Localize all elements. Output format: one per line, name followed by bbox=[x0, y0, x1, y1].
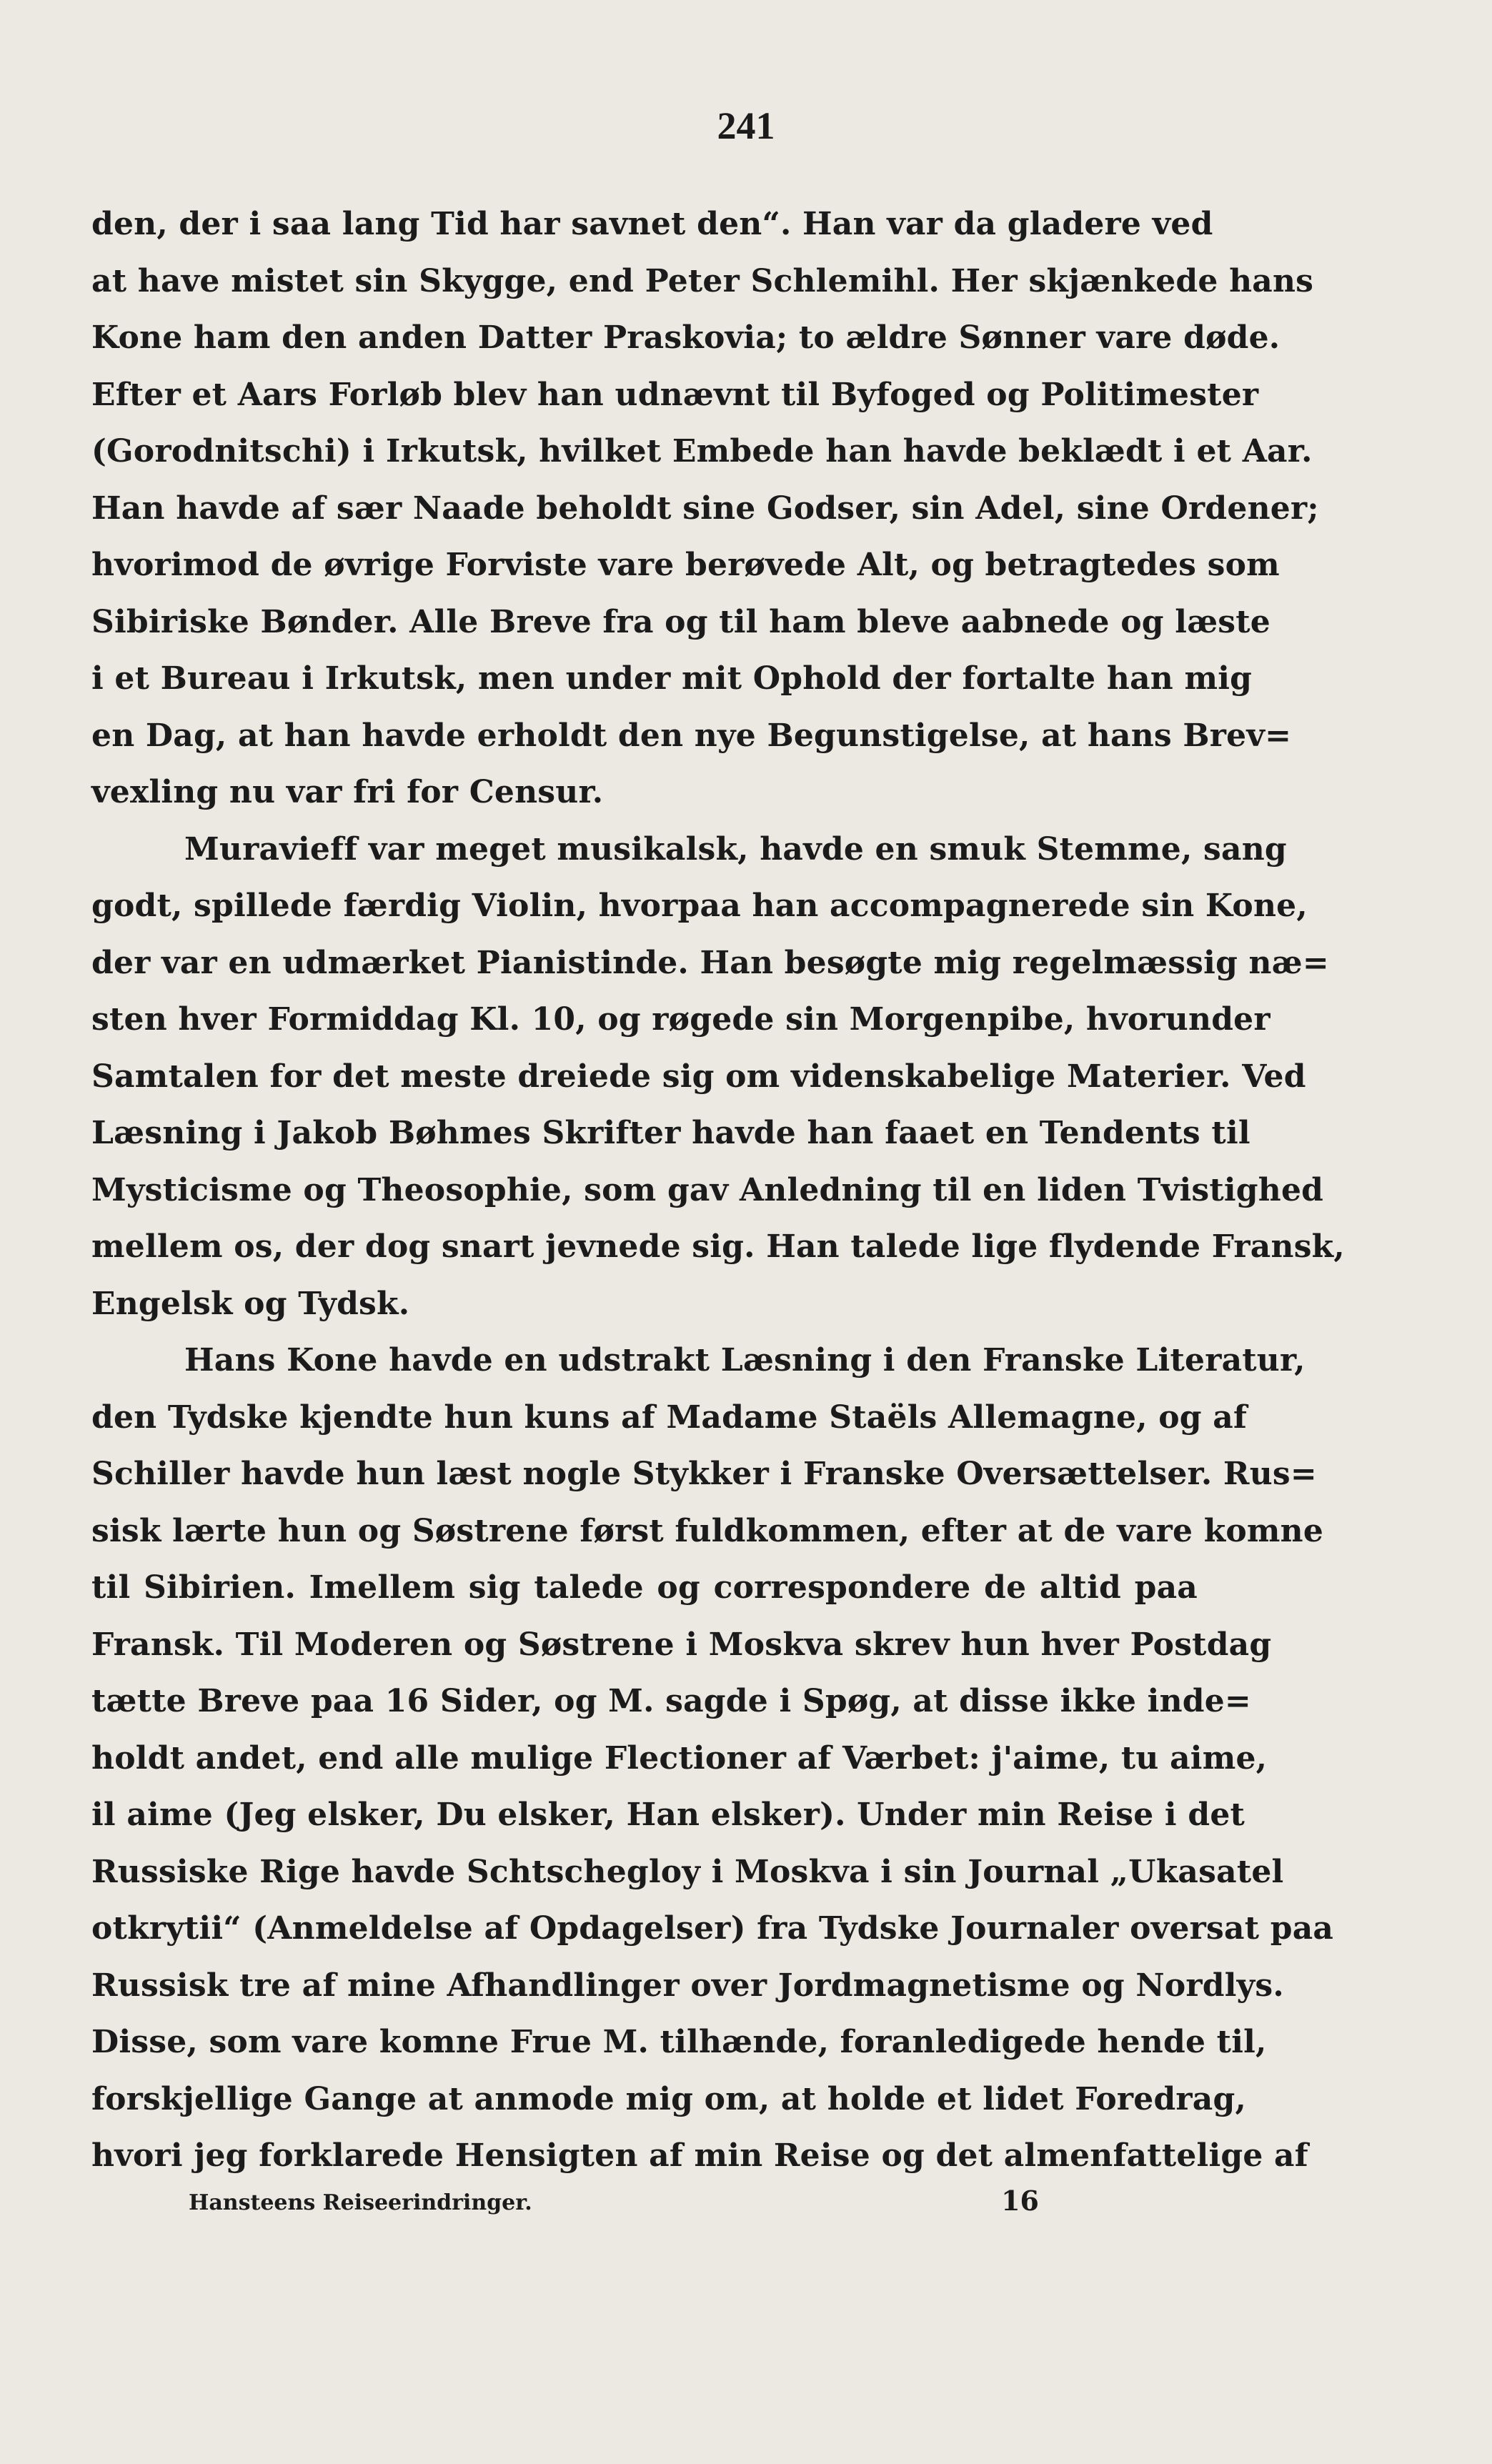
text-line: Læsning i Jakob Bøhmes Skrifter havde han faaet en Tendents til bbox=[91, 1115, 1250, 1151]
text-line: vexling nu var fri for Censur. bbox=[91, 774, 604, 810]
page-number: 241 bbox=[717, 104, 775, 147]
text-line: otkrytii“ (Anmeldelse af Opdagelser) fra Tydske Journaler oversat paa bbox=[91, 1910, 1334, 1947]
text-line: Russisk tre af mine Afhandlinger over Jordmagnetisme og Nordlys. bbox=[91, 1967, 1284, 2004]
body-text bbox=[91, 196, 1345, 2185]
text-line: forskjellige Gange at anmode mig om, at holde et lidet Foredrag, bbox=[91, 2080, 1246, 2117]
text-line: hvorimod de øvrige Forviste vare berøvede Alt, og betragtedes som bbox=[91, 547, 1280, 583]
text-line: hvori jeg forklarede Hensigten af min Reise og det almenfattelige af bbox=[91, 2137, 1308, 2174]
text-line: Efter et Aars Forløb blev han udnævnt til Byfoged og Politimester bbox=[91, 376, 1259, 413]
footer-book-title: Hansteens Reiseerindringer. bbox=[189, 2190, 532, 2215]
page-footer bbox=[189, 2183, 1039, 2226]
text-line: Muravieff var meget musikalsk, havde en smuk Stemme, sang bbox=[184, 830, 1287, 868]
text-line: godt, spillede færdig Violin, hvorpaa han accompagnerede sin Kone, bbox=[91, 888, 1308, 924]
footer-signature-number: 16 bbox=[1001, 2185, 1039, 2217]
text-line: den, der i saa lang Tid har savnet den“. Han var da gladere ved bbox=[91, 206, 1213, 242]
text-line: Kone ham den anden Datter Praskovia; to ældre Sønner vare døde. bbox=[91, 319, 1280, 356]
text-line: il aime (Jeg elsker, Du elsker, Han elsker). Under min Reise i det bbox=[91, 1797, 1245, 1833]
text-line: Samtalen for det meste dreiede sig om videnskabelige Materier. Ved bbox=[91, 1058, 1306, 1095]
text-line: den Tydske kjendte hun kuns af Madame Staëls Allemagne, og af bbox=[91, 1399, 1248, 1436]
text-line: sten hver Formiddag Kl. 10, og røgede sin Morgenpibe, hvorunder bbox=[91, 1001, 1270, 1038]
text-line: Engelsk og Tydsk. bbox=[91, 1285, 410, 1322]
text-line: Mysticisme og Theosophie, som gav Anledning til en liden Tvistighed bbox=[91, 1171, 1324, 1208]
text-line: Russiske Rige havde Schtschegloy i Moskva i sin Journal „Ukasatel bbox=[91, 1853, 1284, 1890]
text-line: mellem os, der dog snart jevnede sig. Han talede lige flydende Fransk, bbox=[91, 1228, 1345, 1265]
text-line: der var en udmærket Pianistinde. Han besøgte mig regelmæssig næ= bbox=[91, 944, 1329, 981]
text-line: en Dag, at han havde erholdt den nye Begunstigelse, at hans Brev= bbox=[91, 717, 1292, 754]
text-line: holdt andet, end alle mulige Flectioner af Værbet: j'aime, tu aime, bbox=[91, 1739, 1268, 1777]
text-line: Han havde af sær Naade beholdt sine Godser, sin Adel, sine Ordener; bbox=[91, 490, 1319, 527]
text-line: Hans Kone havde en udstrakt Læsning i den Franske Literatur, bbox=[184, 1342, 1306, 1378]
text-line: sisk lærte hun og Søstrene først fuldkommen, efter at de vare komne bbox=[91, 1512, 1324, 1549]
text-line: tætte Breve paa 16 Sider, og M. sagde i Spøg, at disse ikke inde= bbox=[91, 1683, 1251, 1719]
text-line: Fransk. Til Moderen og Søstrene i Moskva skrev hun hver Postdag bbox=[91, 1626, 1272, 1663]
text-line: (Gorodnitschi) i Irkutsk, hvilket Embede han havde beklædt i et Aar. bbox=[91, 433, 1313, 470]
text-line: til Sibirien. Imellem sig talede og correspondere de altid paa bbox=[91, 1569, 1198, 1606]
text-line: Disse, som vare komne Frue M. tilhænde, foranledigede hende til, bbox=[91, 2024, 1267, 2060]
text-line: at have mistet sin Skygge, end Peter Schlemihl. Her skjænkede hans bbox=[91, 262, 1314, 299]
text-line: Sibiriske Bønder. Alle Breve fra og til ham bleve aabnede og læste bbox=[91, 603, 1270, 640]
text-line: i et Bureau i Irkutsk, men under mit Ophold der fortalte han mig bbox=[91, 660, 1253, 697]
text-line: Schiller havde hun læst nogle Stykker i Franske Oversættelser. Rus= bbox=[91, 1456, 1317, 1492]
